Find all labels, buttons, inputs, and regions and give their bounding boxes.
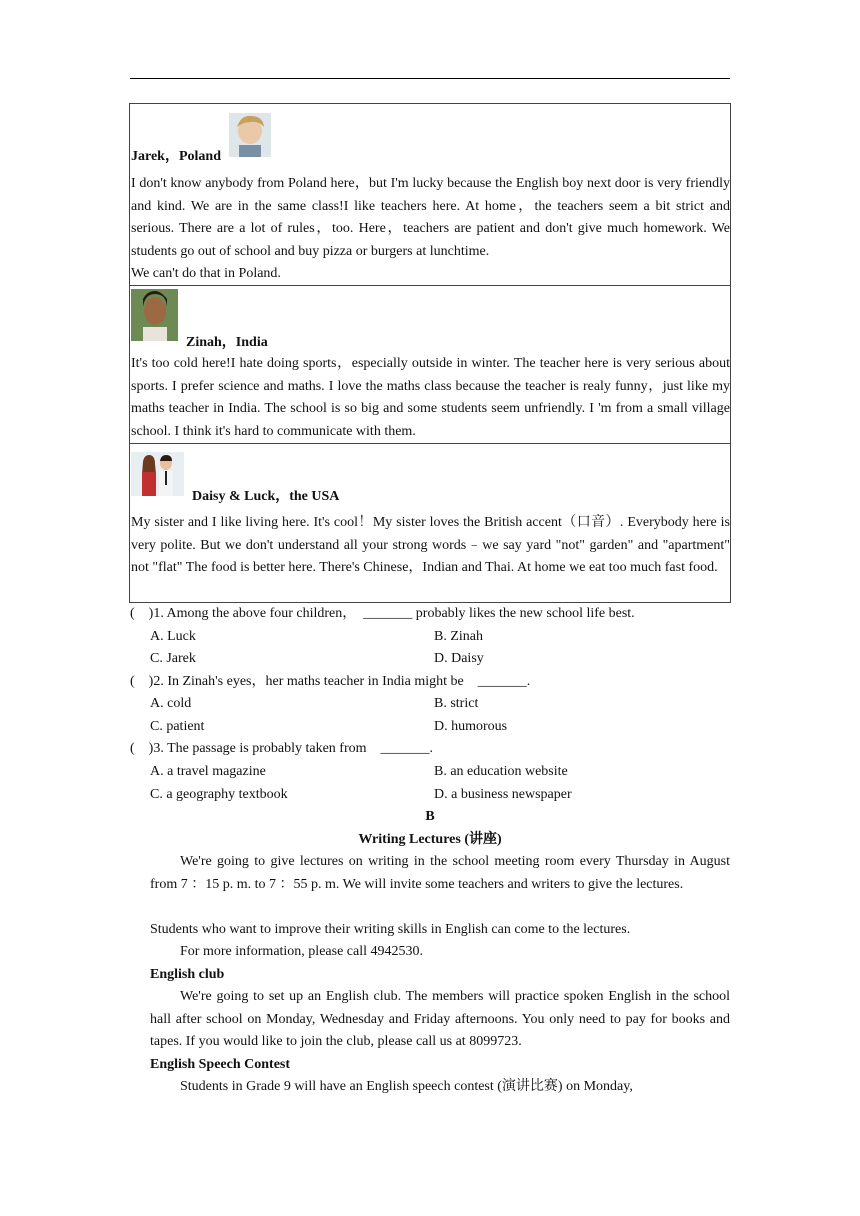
paragraph: Students who want to improve their writing skills in English can come to the lectures. <box>150 922 631 937</box>
boy-photo-icon <box>229 113 271 157</box>
header-rule <box>130 78 730 79</box>
section-letter: B <box>425 809 435 824</box>
question-1: ( )1. Among the above four children， _______ probably likes the new school life best. <box>130 606 635 621</box>
girl-photo-icon <box>131 289 178 341</box>
card-name: Jarek，Poland <box>131 149 221 164</box>
subheading: English Speech Contest <box>150 1057 291 1072</box>
question-3: ( )3. The passage is probably taken from _______. <box>130 741 434 756</box>
option: B. strict <box>434 696 479 711</box>
option: A. Luck <box>150 629 196 644</box>
card-daisy-luck <box>130 444 730 602</box>
card-text: My sister and I like living here. It's cool！My sister loves the British accent（口音）. Everybody here is very polite. But we don't understand all your strong words﹣we say yard "not" garden" and "apartment" not "flat" The food is better here. There's Chinese，Indian and Thai. At home we eat too much fast food. <box>131 515 730 575</box>
option: B. Zinah <box>434 629 483 644</box>
paragraph: Students in Grade 9 will have an English speech contest (演讲比赛) on Monday, <box>180 1079 633 1094</box>
card-text: I don't know anybody from Poland here，but I'm lucky because the English boy next door is very friendly and kind. We are in the same class!I like teachers here. At home，the teachers seem a bit strict and serious. There are a lot of rules，too. Here，teachers are patient and don't give much homework. We students go out of school and buy pizza or burgers at lunchtime. <box>131 176 730 259</box>
paragraph: For more information, please call 4942530. <box>180 944 423 959</box>
section-title: Writing Lectures (讲座) <box>358 832 502 847</box>
question-2: ( )2. In Zinah's eyes，her maths teacher in India might be _______. <box>130 674 531 689</box>
option: A. a travel magazine <box>150 764 266 779</box>
passage-a-table <box>129 103 731 603</box>
option: C. patient <box>150 719 205 734</box>
option: C. a geography textbook <box>150 787 288 802</box>
option: B. an education website <box>434 764 568 779</box>
option: D. Daisy <box>434 651 484 666</box>
card-zinah <box>130 286 730 444</box>
paragraph: We're going to set up an English club. The members will practice spoken English in the school hall after school on Monday, Wednesday and Friday afternoons. You only need to pay for books and tapes. If you would like to join the club, please call us at 8099723. <box>150 989 730 1049</box>
option: C. Jarek <box>150 651 196 666</box>
card-jarek <box>130 104 730 286</box>
option: D. a business newspaper <box>434 787 572 802</box>
paragraph: We're going to give lectures on writing in the school meeting room every Thursday in August from 7 ：15 p. m. to 7 ：55 p. m. We will invite some teachers and writers to give the lectures. <box>150 854 730 892</box>
card-name: Daisy & Luck，the USA <box>192 489 340 504</box>
option: A. cold <box>150 696 192 711</box>
subheading: English club <box>150 967 225 982</box>
couple-photo-icon <box>131 452 184 496</box>
card-name: Zinah，India <box>186 335 268 350</box>
option: D. humorous <box>434 719 508 734</box>
card-text-last: We can't do that in Poland. <box>131 266 281 281</box>
card-text: It's too cold here!I hate doing sports，especially outside in winter. The teacher here is very serious about sports. I prefer science and maths. I love the maths class because the teacher is realy funny，just like my maths teacher in India. The school is so big and some students seem unfriendly. I 'm from a small village school. I think it's hard to communicate with them. <box>131 356 730 439</box>
